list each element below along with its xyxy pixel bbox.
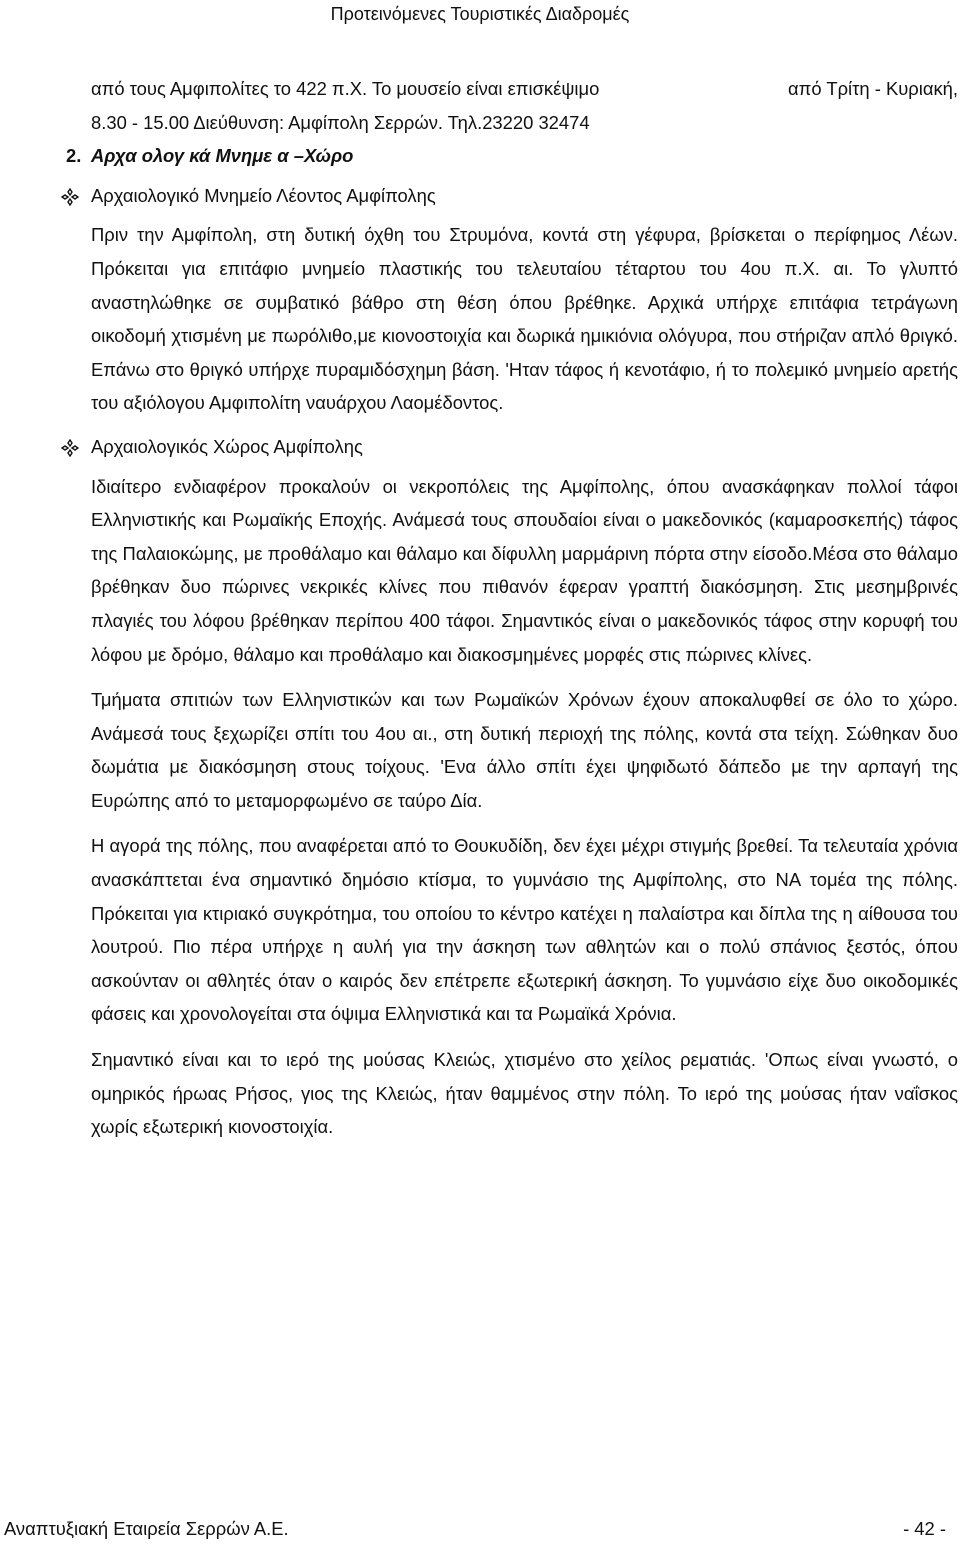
intro-line-2: 8.30 - 15.00 Διεύθυνση: Αμφίπολη Σερρών. Τηλ.23220 32474 <box>91 111 590 133</box>
section-number: 2. <box>66 145 82 167</box>
document-body <box>66 72 958 1144</box>
paragraph: Τμήματα σπιτιών των Ελληνιστικών και των Ρωμαϊκών Χρόνων έχουν αποκαλυφθεί σε όλο το χώρο. Ανάμεσά τους ξεχωρίζει σπίτι του 4ου αι., στη δυτική περιοχή της πόλης, κοντά στα τείχη. Σώθηκαν δυο δωμάτια με διακόσμηση στους τοίχους. 'Ενα άλλο σπίτι έχει ψηφιδωτό δάπεδο με την αρπαγή της Ευρώπης από το μεταμορφωμένο σε ταύρο Δία. <box>91 689 958 811</box>
bullet-item-archaeological-site <box>91 430 958 464</box>
paragraph: Σημαντικό είναι και το ιερό της μούσας Κλειώς, χτισμένο στο χείλος ρεματιάς. 'Οπως είναι γνωστό, ο ομηρικός ήρωας Ρήσος, γιος της Κλειώς, ήταν θαμμένος στην πόλη. Το ιερό της μούσας ήταν ναΐσκος χωρίς εξωτερική κιονοστοιχία. <box>91 1049 958 1138</box>
intro-text-right: από Τρίτη - Κυριακή, <box>788 78 958 99</box>
intro-text-left: από τους Αμφιπολίτες το 422 π.Χ. Το μουσείο είναι επισκέψιμο <box>91 78 600 99</box>
paragraph: Ιδιαίτερο ενδιαφέρον προκαλούν οι νεκροπόλεις της Αμφίπολης, όπου ανασκάφηκαν πολλοί τάφοι Ελληνιστικής και Ρωμαϊκής Εποχής. Ανάμεσά τους σπουδαίοι είναι ο μακεδονικός (καμαροσκεπής) τάφος της Παλαιοκώμης, με προθάλαμο και θάλαμο και δίφυλλη μαρμάρινη πόρτα στην είσοδο.Μέσα στο θάλαμο βρέθηκαν δυο πώρινες νεκρικές κλίνες που πιθανόν έφεραν γραπτή διακόσμηση. Στις μεσημβρινές πλαγιές του λόφου βρέθηκαν περίπου 400 τάφοι. Σημαντικός είναι ο μακεδονικός τάφος στην κορυφή του λόφου με δρόμο, θάλαμο και προθάλαμο και διακοσμημένες μορφές στις πώρινες κλίνες. <box>91 475 958 665</box>
bullet-title: Αρχαιολογικό Μνημείο Λέοντος Αμφίπολης <box>91 184 436 206</box>
section-title: Αρχα ολογ κά Μνημε α –Χώρο <box>91 145 354 167</box>
intro-line-1 <box>91 72 958 106</box>
page-header: Προτεινόμενες Τουριστικές Διαδρομές <box>330 4 630 24</box>
diamond-bullet-icon <box>61 188 79 206</box>
section-heading <box>66 139 958 173</box>
paragraph: Πριν την Αμφίπολη, στη δυτική όχθη του Στρυμόνα, κοντά στη γέφυρα, βρίσκεται ο περίφημος Λέων. Πρόκειται για επιτάφιο μνημείο πλαστικής του τελευταίου τέταρτου του 4ου π.Χ. αι. Το γλυπτό αναστηλώθηκε σε συμβατικό βάθρο στη θέση όπου βρέθηκε. Αρχικά υπήρχε επιτάφια τετράγωνη οικοδομή χτισμένη με πωρόλιθο,με κιονοστοιχία και δωρικά ημικιόνια ολόγυρα, που στήριζαν απλό θριγκό. Επάνω στο θριγκό υπήρχε πυραμιδόσχημη βάση. 'Ηταν τάφος ή κενοτάφιο, ή το πολεμικό μνημείο αρετής του αξιόλογου Αμφιπολίτη ναυάρχου Λαομέδοντος. <box>91 224 958 414</box>
diamond-bullet-icon <box>61 439 79 457</box>
bullet-title: Αρχαιολογικός Χώρος Αμφίπολης <box>91 435 363 457</box>
bullet-item-lion-monument <box>91 179 958 213</box>
paragraph: Η αγορά της πόλης, που αναφέρεται από το Θουκυδίδη, δεν έχει μέχρι στιγμής βρεθεί. Τα τελευταία χρόνια ανασκάπτεται ένα σημαντικό δημόσιο κτίσμα, το γυμνάσιο της Αμφίπολης, στο ΝΑ τομέα της πόλης. Πρόκειται για κτιριακό συγκρότημα, του οποίου το κέντρο κατέχει η παλαίστρα και δίπλα της η αίθουσα του λουτρού. Πιο πέρα υπήρχε η αυλή για την άσκηση των αθλητών και ο πολύ σπάνιος ξεστός, όπου ασκούνταν οι αθλητές όταν ο καιρός δεν επέτρεπε εξωτερική άσκηση. Το γυμνάσιο είχε δυο οικοδομικές φάσεις και χρονολογείται στα όψιμα Ελληνιστικά και τα Ρωμαϊκά Χρόνια. <box>91 835 958 1025</box>
footer-page-number: - 42 - <box>903 1518 946 1539</box>
footer-company: Αναπτυξιακή Εταιρεία Σερρών Α.Ε. <box>4 1518 289 1539</box>
